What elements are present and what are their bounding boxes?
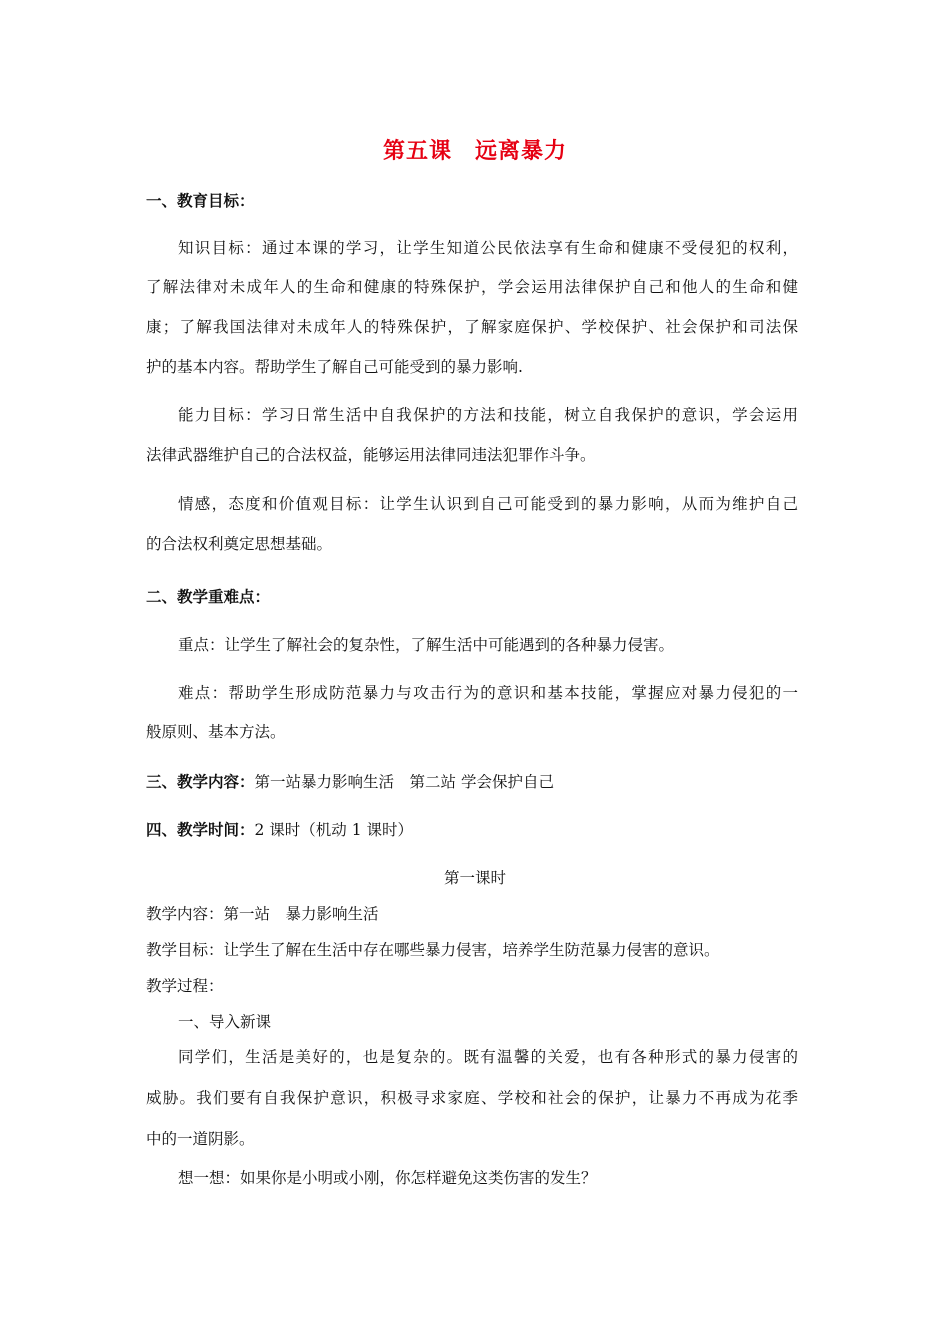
section-3 bbox=[146, 770, 554, 792]
knowledge-goal-line-3: 康；了解我国法律对未成年人的特殊保护，了解家庭保护、学校保护、社会保护和司法保 bbox=[146, 318, 798, 336]
section-2-heading: 二、教学重难点： bbox=[146, 588, 271, 606]
knowledge-goal-line-2: 了解法律对未成年人的生命和健康的特殊保护，学会运用法律保护自己和他人的生命和健 bbox=[146, 278, 798, 296]
section-4-text: 2 课时（机动 1 课时） bbox=[254, 821, 414, 839]
difficult-point-line-2: 般原则、基本方法。 bbox=[146, 723, 286, 741]
lesson-process: 教学过程： bbox=[146, 977, 224, 995]
lesson-subtitle: 第一课时 bbox=[443, 869, 506, 887]
key-point: 重点：让学生了解社会的复杂性，了解生活中可能遇到的各种暴力侵害。 bbox=[178, 636, 675, 654]
page-title: 第五课 远离暴力 bbox=[382, 139, 567, 164]
difficult-point-line-1: 难点：帮助学生形成防范暴力与攻击行为的意识和基本技能，掌握应对暴力侵犯的一 bbox=[178, 684, 798, 702]
knowledge-goal-line-4: 护的基本内容。帮助学生了解自己可能受到的暴力影响. bbox=[146, 358, 523, 376]
intro-line-1: 同学们，生活是美好的，也是复杂的。既有温馨的关爱，也有各种形式的暴力侵害的 bbox=[178, 1048, 798, 1066]
lesson-content: 教学内容：第一站 暴力影响生活 bbox=[146, 905, 379, 923]
think-question: 想一想：如果你是小明或小刚，你怎样避免这类伤害的发生？ bbox=[178, 1169, 597, 1187]
lesson-goal: 教学目标：让学生了解在生活中存在哪些暴力侵害，培养学生防范暴力侵害的意识。 bbox=[146, 941, 720, 959]
intro-line-2: 威胁。我们要有自我保护意识，积极寻求家庭、学校和社会的保护，让暴力不再成为花季 bbox=[146, 1089, 798, 1107]
section-4-heading: 四、教学时间： bbox=[146, 821, 255, 839]
knowledge-goal-line-1: 知识目标：通过本课的学习，让学生知道公民依法享有生命和健康不受侵犯的权利， bbox=[178, 239, 798, 257]
ability-goal-line-1: 能力目标：学习日常生活中自我保护的方法和技能，树立自我保护的意识，学会运用 bbox=[178, 406, 798, 424]
emotion-goal-line-1: 情感，态度和价值观目标：让学生认识到自己可能受到的暴力影响，从而为维护自己 bbox=[178, 495, 798, 513]
section-3-heading: 三、教学内容： bbox=[146, 773, 255, 791]
emotion-goal-line-2: 的合法权利奠定思想基础。 bbox=[146, 535, 333, 553]
step-1-heading: 一、导入新课 bbox=[178, 1013, 272, 1031]
intro-line-3: 中的一道阴影。 bbox=[146, 1130, 255, 1148]
ability-goal-line-2: 法律武器维护自己的合法权益，能够运用法律同违法犯罪作斗争。 bbox=[146, 446, 596, 464]
section-1-heading: 一、教育目标： bbox=[146, 192, 255, 210]
section-4 bbox=[146, 818, 413, 840]
section-3-text: 第一站暴力影响生活 第二站 学会保护自己 bbox=[254, 773, 554, 791]
